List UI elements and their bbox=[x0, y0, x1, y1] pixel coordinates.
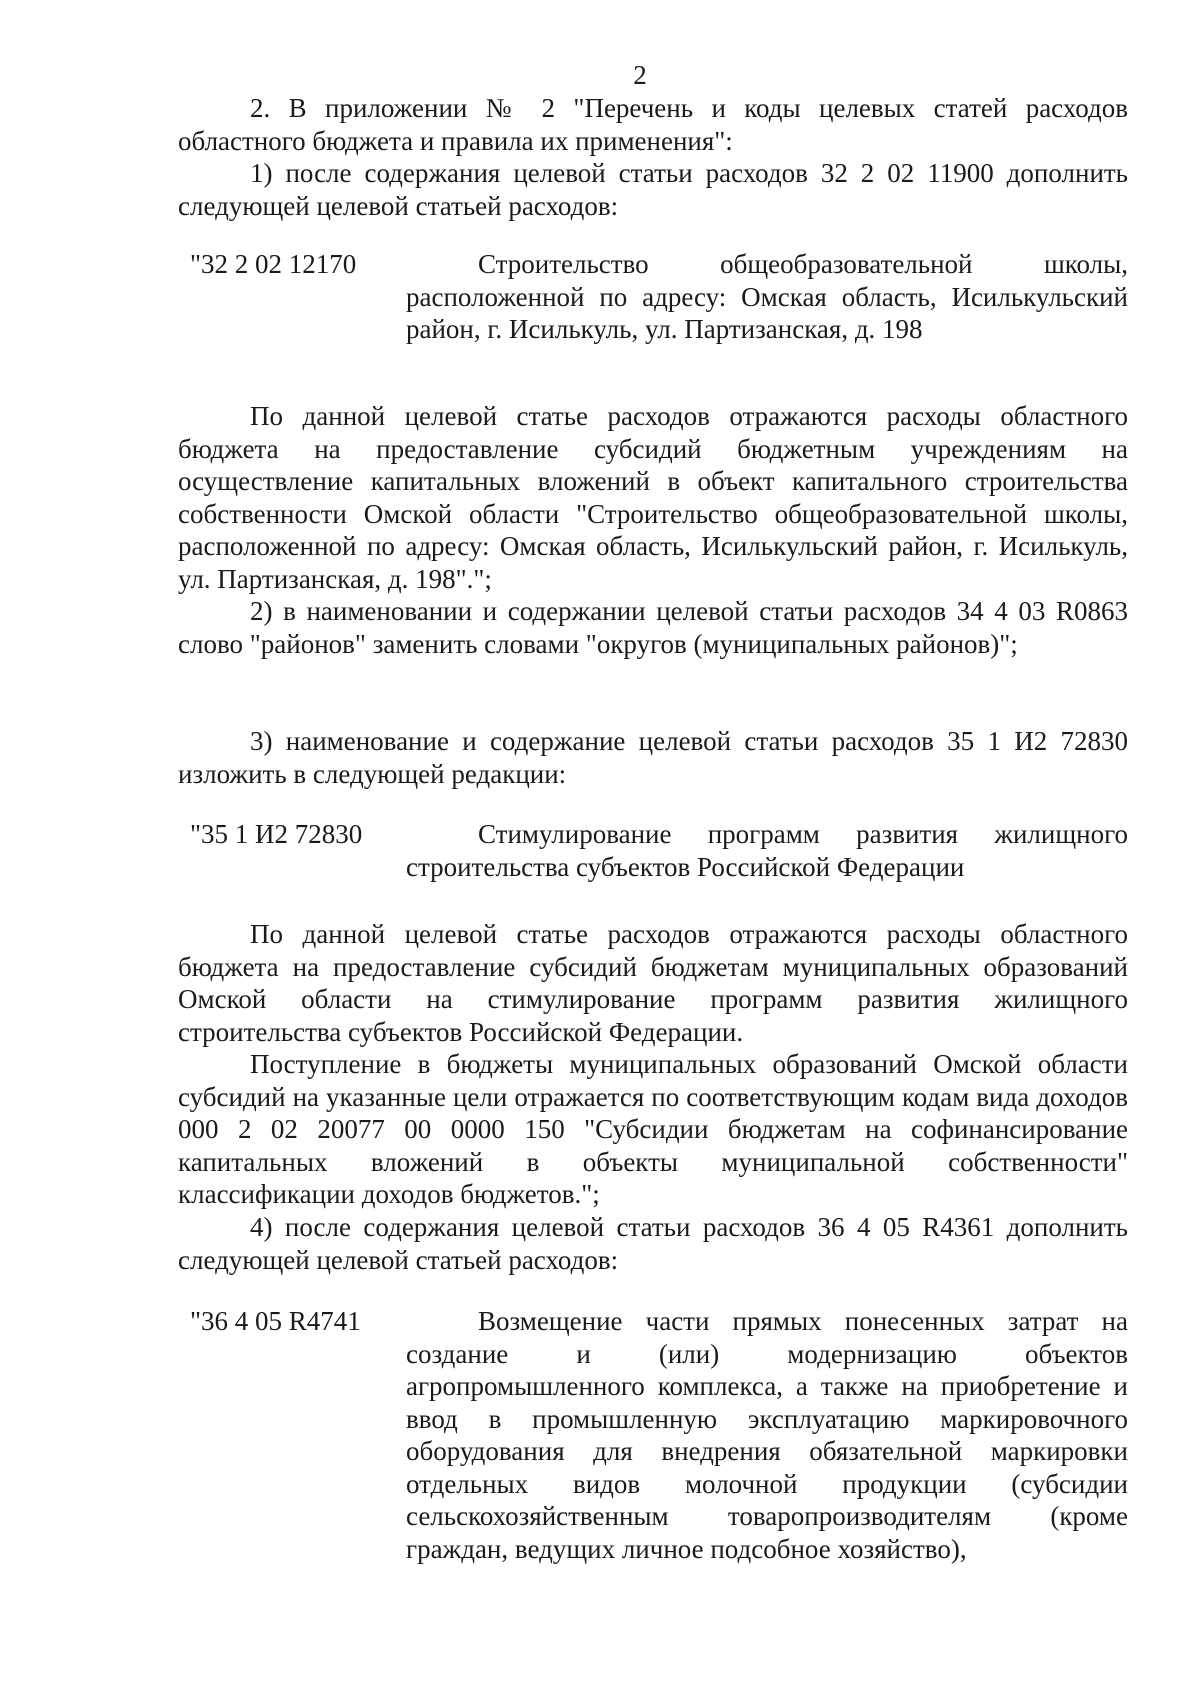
target-article-code: "32 2 02 12170 bbox=[190, 249, 357, 279]
paragraph-revenue-codes: Поступление в бюджеты муниципальных образований Омской области субсидий на указанные цели отражается по соответствующим кодам вида доходов 000 2 02 20077 00 0000 150 "Субсидии бюджетам на софинансирование капитальных вложений в объекты муниципальной собственности" классификации доходов бюджетов."; bbox=[178, 1049, 1128, 1209]
target-article-name: Возмещение части прямых понесенных затрат на создание и (или) модернизацию объектов агропромышленного комплекса, а также на приобретение и ввод в промышленную эксплуатацию маркировочного оборудования для внедрения обязательной маркировки отдельных видов молочной продукции (субсидии сельскохозяйственным товаропроизводителям (кроме граждан, ведущих личное подсобное хозяйство), bbox=[406, 1306, 1128, 1564]
target-article-code: "35 1 И2 72830 bbox=[190, 819, 363, 849]
paragraph-article-description-2: По данной целевой статье расходов отражаются расходы областного бюджета на предоставление субсидий бюджетам муниципальных образований Омской области на стимулирование программ развития жилищного строительства субъектов Российской Федерации. bbox=[178, 919, 1128, 1047]
paragraph-item-2: 2) в наименовании и содержании целевой статьи расходов 34 4 03 R0863 слово "районов" заменить словами "округов (муниципальных районов)"; bbox=[178, 596, 1128, 659]
target-article-name: Строительство общеобразовательной школы, расположенной по адресу: Омская область, Исилькульский район, г. Исилькуль, ул. Партизанская, д. 198 bbox=[406, 249, 1128, 344]
paragraph-article-description-1: По данной целевой статье расходов отражаются расходы областного бюджета на предоставление субсидий бюджетным учреждениям на осуществление капитальных вложений в объект капитального строительства собственности Омской области "Строительство общеобразовательной школы, расположенной по адресу: Омская область, Исилькульский район, г. Исилькуль, ул. Партизанская, д. 198"."; bbox=[178, 401, 1128, 594]
page-number: 2 bbox=[633, 60, 647, 90]
paragraph-appendix-2: 2. В приложении № 2 "Перечень и коды целевых статей расходов областного бюджета и правила их применения": bbox=[178, 93, 1128, 156]
target-article-name: Стимулирование программ развития жилищного строительства субъектов Российской Федерации bbox=[406, 819, 1128, 882]
paragraph-item-3: 3) наименование и содержание целевой статьи расходов 35 1 И2 72830 изложить в следующей редакции: bbox=[178, 726, 1128, 789]
paragraph-item-1: 1) после содержания целевой статьи расходов 32 2 02 11900 дополнить следующей целевой статьей расходов: bbox=[178, 158, 1128, 221]
target-article-code: "36 4 05 R4741 bbox=[190, 1306, 361, 1336]
paragraph-item-4: 4) после содержания целевой статьи расходов 36 4 05 R4361 дополнить следующей целевой статьей расходов: bbox=[178, 1212, 1128, 1275]
